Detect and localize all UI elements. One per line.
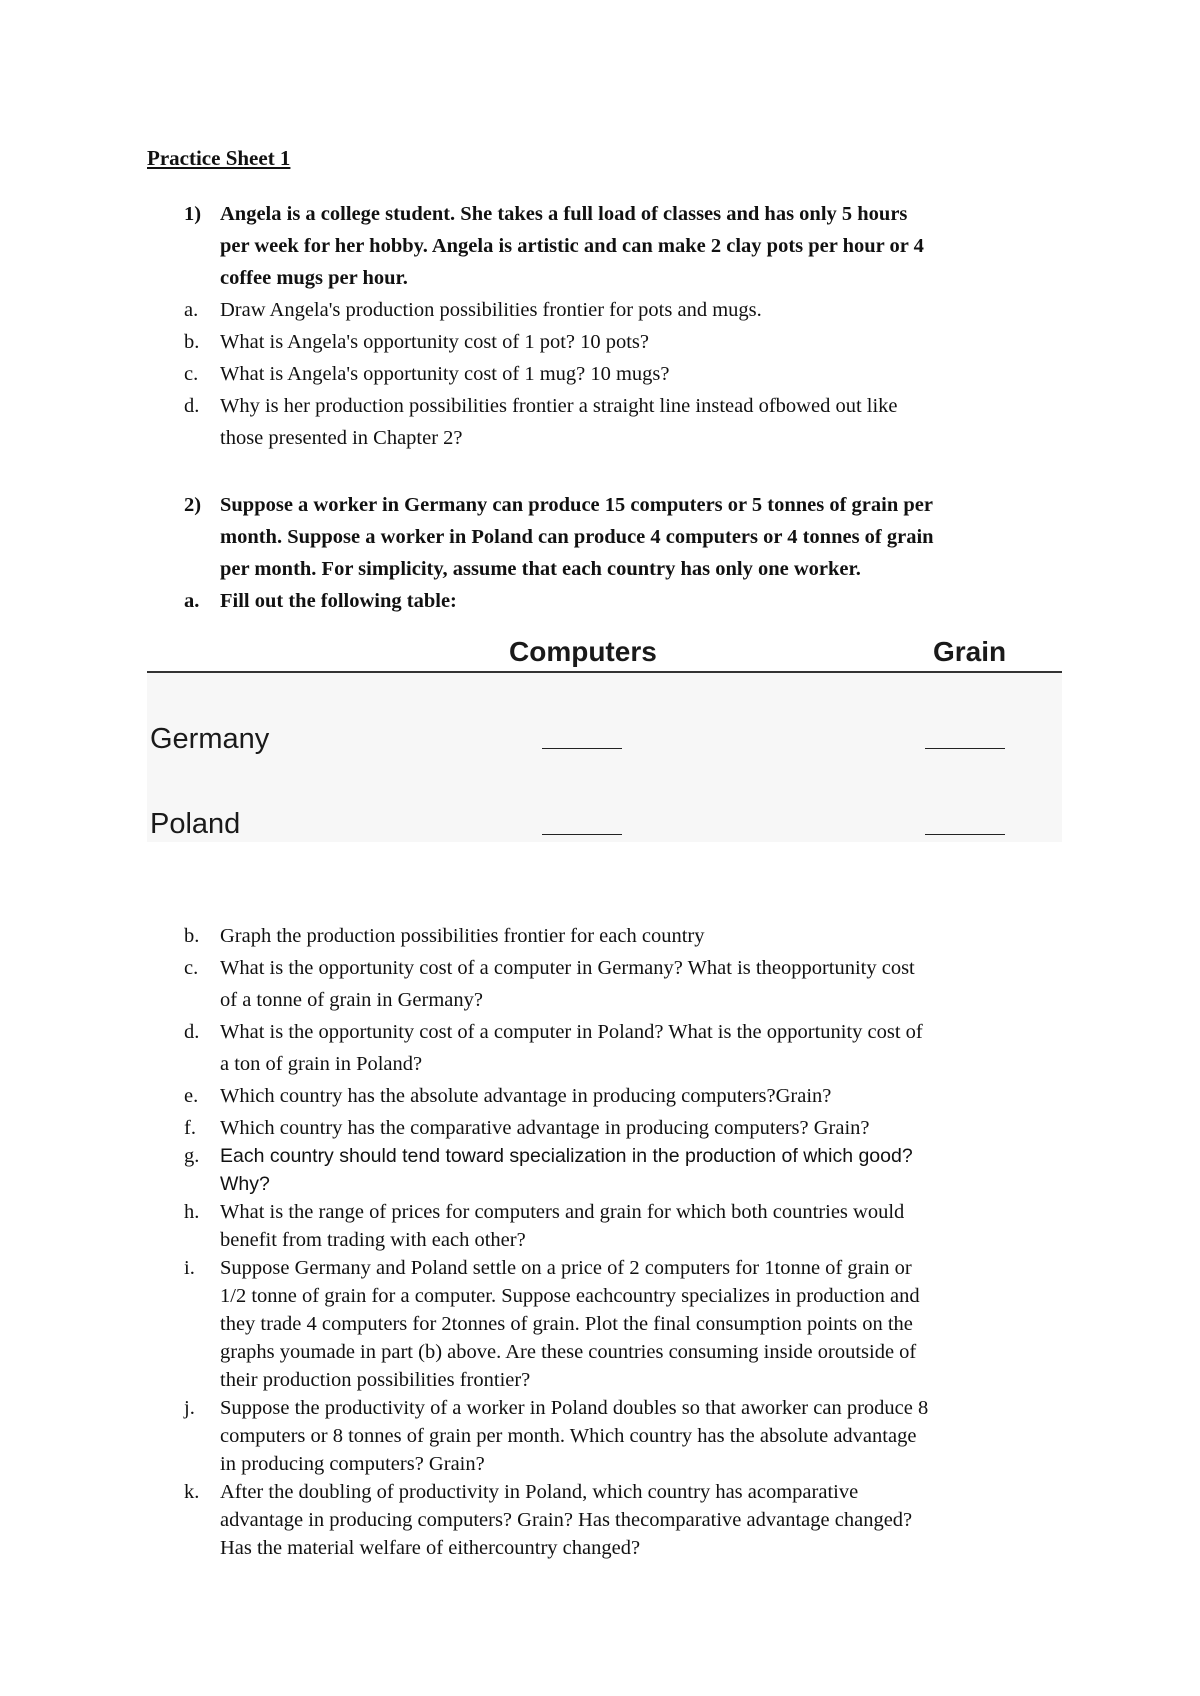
q2-part-d-line-2: a ton of grain in Poland?	[220, 1053, 423, 1075]
q2-stem-line-2: month. Suppose a worker in Poland can produce 4 computers or 4 tonnes of grain	[220, 526, 934, 548]
q2-part-d-line-1: What is the opportunity cost of a computer in Poland? What is the opportunity cost of	[220, 1021, 923, 1043]
q1-part-a-text: Draw Angela's production possibilities frontier for pots and mugs.	[220, 299, 762, 321]
q2-part-g-line-1: Each country should tend toward specialization in the production of which good?	[220, 1145, 913, 1167]
production-table	[147, 636, 1062, 842]
page-title: Practice Sheet 1	[147, 146, 291, 170]
q1-part-d-line-1: Why is her production possibilities frontier a straight line instead ofbowed out like	[220, 395, 898, 417]
q2-part-e-text: Which country has the absolute advantage in producing computers?Grain?	[220, 1085, 832, 1107]
q2-part-i-line-2: 1/2 tonne of grain for a computer. Suppose eachcountry specializes in production and	[220, 1285, 920, 1307]
q2-part-i-line-4: graphs youmade in part (b) above. Are these countries consuming inside oroutside of	[220, 1341, 917, 1363]
q2-part-a-text: Fill out the following table:	[220, 590, 457, 612]
q1-part-a-marker: a.	[184, 299, 199, 321]
column-header-grain: Grain	[933, 636, 1007, 667]
q2-part-d-marker: d.	[184, 1021, 200, 1043]
q2-part-k-line-2: advantage in producing computers? Grain? Has thecomparative advantage changed?	[220, 1509, 913, 1531]
q2-part-a-marker: a.	[184, 590, 200, 612]
q2-part-h-line-1: What is the range of prices for computers and grain for which both countries would	[220, 1201, 905, 1223]
row-header-germany: Germany	[150, 723, 270, 755]
q2-part-g-line-2: Why?	[220, 1173, 270, 1195]
q1-stem-line-1: Angela is a college student. She takes a full load of classes and has only 5 hours	[220, 203, 908, 225]
q2-stem-line-3: per month. For simplicity, assume that each country has only one worker.	[220, 558, 861, 580]
q2-part-b-text: Graph the production possibilities frontier for each country	[220, 925, 705, 947]
q1-stem-line-2: per week for her hobby. Angela is artistic and can make 2 clay pots per hour or 4	[220, 235, 924, 257]
q2-part-k-line-1: After the doubling of productivity in Poland, which country has acomparative	[220, 1481, 859, 1503]
q2-part-e-marker: e.	[184, 1085, 199, 1107]
q2-part-j-line-2: computers or 8 tonnes of grain per month. Which country has the absolute advantage	[220, 1425, 917, 1447]
q2-part-i-marker: i.	[184, 1257, 195, 1279]
q1-part-d-line-2: those presented in Chapter 2?	[220, 427, 463, 449]
q2-part-c-marker: c.	[184, 957, 199, 979]
q1-part-b-text: What is Angela's opportunity cost of 1 pot? 10 pots?	[220, 331, 650, 353]
column-header-computers: Computers	[509, 636, 657, 667]
q1-part-c-marker: c.	[184, 363, 199, 385]
q2-part-j-marker: j.	[184, 1397, 195, 1419]
germany-grain-blank[interactable]	[925, 748, 1005, 749]
q2-part-g-marker: g.	[184, 1145, 200, 1167]
q2-part-b-marker: b.	[184, 925, 200, 947]
q2-part-i-line-1: Suppose Germany and Poland settle on a price of 2 computers for 1tonne of grain or	[220, 1257, 912, 1279]
q2-part-k-line-3: Has the material welfare of eithercountry changed?	[220, 1537, 641, 1559]
q2-part-f-marker: f.	[184, 1117, 196, 1139]
q2-part-h-line-2: benefit from trading with each other?	[220, 1229, 526, 1251]
q2-part-c-line-1: What is the opportunity cost of a computer in Germany? What is theopportunity cost	[220, 957, 915, 979]
q2-stem-line-1: Suppose a worker in Germany can produce 15 computers or 5 tonnes of grain per	[220, 494, 933, 516]
q2-number: 2)	[184, 494, 202, 516]
q2-part-j-line-1: Suppose the productivity of a worker in Poland doubles so that aworker can produce 8	[220, 1397, 929, 1419]
poland-computers-blank[interactable]	[542, 834, 622, 835]
q2-part-i-line-5: their production possibilities frontier?	[220, 1369, 531, 1391]
q2-part-f-text: Which country has the comparative advantage in producing computers? Grain?	[220, 1117, 870, 1139]
table-header	[147, 636, 1062, 673]
q1-part-d-marker: d.	[184, 395, 200, 417]
q2-part-c-line-2: of a tonne of grain in Germany?	[220, 989, 483, 1011]
q2-part-j-line-3: in producing computers? Grain?	[220, 1453, 485, 1475]
q1-part-c-text: What is Angela's opportunity cost of 1 mug? 10 mugs?	[220, 363, 670, 385]
poland-grain-blank[interactable]	[925, 834, 1005, 835]
q1-number: 1)	[184, 203, 202, 225]
q2-part-h-marker: h.	[184, 1201, 200, 1223]
q2-part-k-marker: k.	[184, 1481, 200, 1503]
q1-part-b-marker: b.	[184, 331, 200, 353]
row-header-poland: Poland	[150, 808, 241, 840]
q2-part-i-line-3: they trade 4 computers for 2tonnes of grain. Plot the final consumption points on the	[220, 1313, 913, 1335]
q1-stem-line-3: coffee mugs per hour.	[220, 267, 408, 289]
germany-computers-blank[interactable]	[542, 748, 622, 749]
